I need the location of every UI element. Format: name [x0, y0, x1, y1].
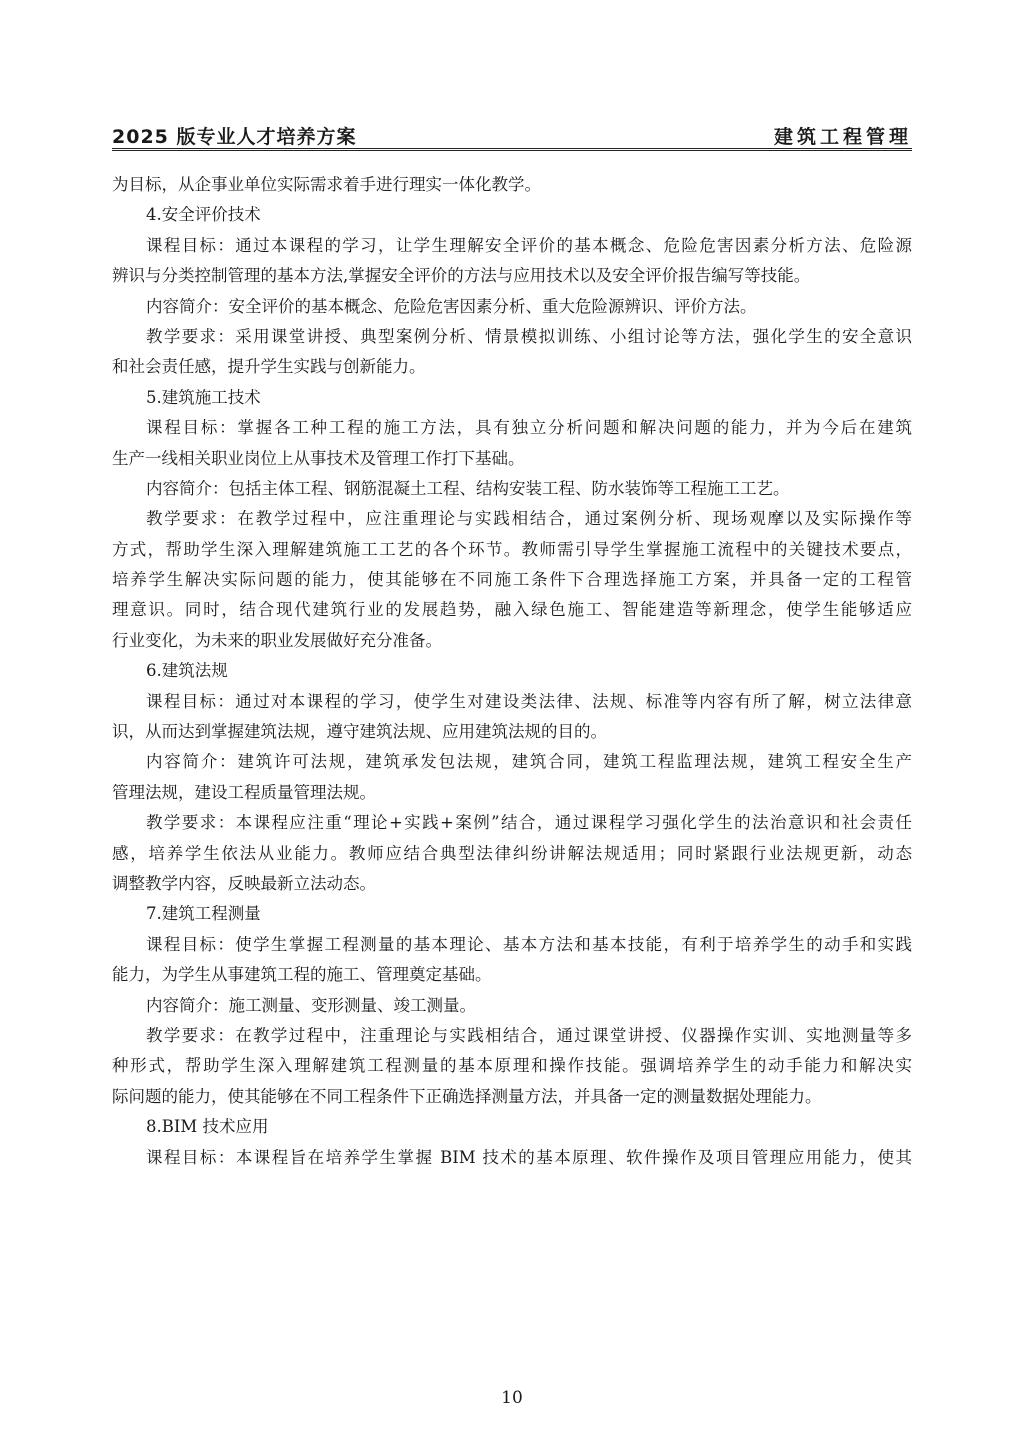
page-number: 10 [501, 1388, 523, 1408]
paragraph-line: 生产一线相关职业岗位上从事技术及管理工作打下基础。 [112, 448, 525, 468]
paragraph-line: 辨识与分类控制管理的基本方法,掌握安全评价的方法与应用技术以及安全评价报告编写等技能。 [112, 266, 811, 286]
header-left-title: 2025 版专业人才培养方案 [112, 126, 357, 148]
paragraph-line: 能力，为学生从事建筑工程的施工、管理奠定基础。 [112, 965, 492, 985]
paragraph-line: 课程目标：本课程旨在培养学生掌握 BIM 技术的基本原理、软件操作及项目管理应用能力，使其 [146, 1147, 912, 1167]
paragraph-line: 内容简介：建筑许可法规，建筑承发包法规，建筑合同，建筑工程监理法规，建筑工程安全生产 [146, 752, 912, 772]
header-right-title: 建筑工程管理 [773, 126, 912, 148]
paragraph-line: 种形式，帮助学生深入理解建筑工程测量的基本原理和操作技能。强调培养学生的动手能力和解决实 [112, 1056, 912, 1076]
course-heading: 8.BIM 技术应用 [146, 1117, 269, 1137]
paragraph-line: 课程目标：通过本课程的学习，让学生理解安全评价的基本概念、危险危害因素分析方法、危险源 [146, 235, 912, 255]
paragraph-line: 课程目标：使学生掌握工程测量的基本理论、基本方法和基本技能，有利于培养学生的动手和实践 [146, 934, 912, 954]
paragraph-line: 际问题的能力，使其能够在不同工程条件下正确选择测量方法，并具备一定的测量数据处理能力。 [112, 1086, 822, 1106]
paragraph-line: 教学要求：在教学过程中，注重理论与实践相结合，通过课堂讲授、仪器操作实训、实地测量等多 [146, 1025, 912, 1045]
course-heading: 4.安全评价技术 [146, 205, 261, 225]
paragraph-line: 行业变化，为未来的职业发展做好充分准备。 [112, 630, 442, 650]
paragraph-line: 教学要求：采用课堂讲授、典型案例分析、情景模拟训练、小组讨论等方法，强化学生的安全意识 [146, 326, 912, 346]
paragraph-line: 理意识。同时，结合现代建筑行业的发展趋势，融入绿色施工、智能建造等新理念，使学生能够适应 [112, 600, 912, 620]
paragraph-line: 方式，帮助学生深入理解建筑施工工艺的各个环节。教师需引导学生掌握施工流程中的关键技术要点， [112, 539, 912, 559]
paragraph-line: 和社会责任感，提升学生实践与创新能力。 [112, 357, 426, 377]
document-body [112, 170, 912, 1173]
paragraph-line: 培养学生解决实际问题的能力，使其能够在不同施工条件下合理选择施工方案，并具备一定的工程管 [112, 570, 912, 590]
paragraph-line: 教学要求：本课程应注重“理论+实践+案例”结合，通过课程学习强化学生的法治意识和社会责任 [146, 813, 912, 833]
course-heading: 5.建筑施工技术 [146, 387, 261, 407]
paragraph-line: 感，培养学生依法从业能力。教师应结合典型法律纠纷讲解法规适用；同时紧跟行业法规更新，动态 [112, 843, 912, 863]
course-heading: 7.建筑工程测量 [146, 904, 261, 924]
paragraph-line: 内容简介：包括主体工程、钢筋混凝土工程、结构安装工程、防水装饰等工程施工工艺。 [146, 478, 790, 498]
page-header [112, 120, 912, 151]
paragraph-line: 教学要求：在教学过程中，应注重理论与实践相结合，通过案例分析、现场观摩以及实际操作等 [146, 509, 912, 529]
paragraph-line: 课程目标：掌握各工种工程的施工方法，具有独立分析问题和解决问题的能力，并为今后在建筑 [146, 418, 912, 438]
course-heading: 6.建筑法规 [146, 661, 228, 681]
paragraph-line: 课程目标：通过对本课程的学习，使学生对建设类法律、法规、标准等内容有所了解，树立法律意 [146, 691, 912, 711]
paragraph-line: 为目标，从企事业单位实际需求着手进行理实一体化教学。 [112, 175, 541, 194]
paragraph-line: 内容简介：施工测量、变形测量、竣工测量。 [146, 995, 476, 1015]
paragraph-line: 内容简介：安全评价的基本概念、危险危害因素分析、重大危险源辨识、评价方法。 [146, 296, 757, 316]
paragraph-line: 调整教学内容，反映最新立法动态。 [112, 873, 376, 893]
paragraph-line: 识，从而达到掌握建筑法规，遵守建筑法规、应用建筑法规的目的。 [112, 722, 607, 742]
paragraph-line: 管理法规，建设工程质量管理法规。 [112, 782, 376, 802]
